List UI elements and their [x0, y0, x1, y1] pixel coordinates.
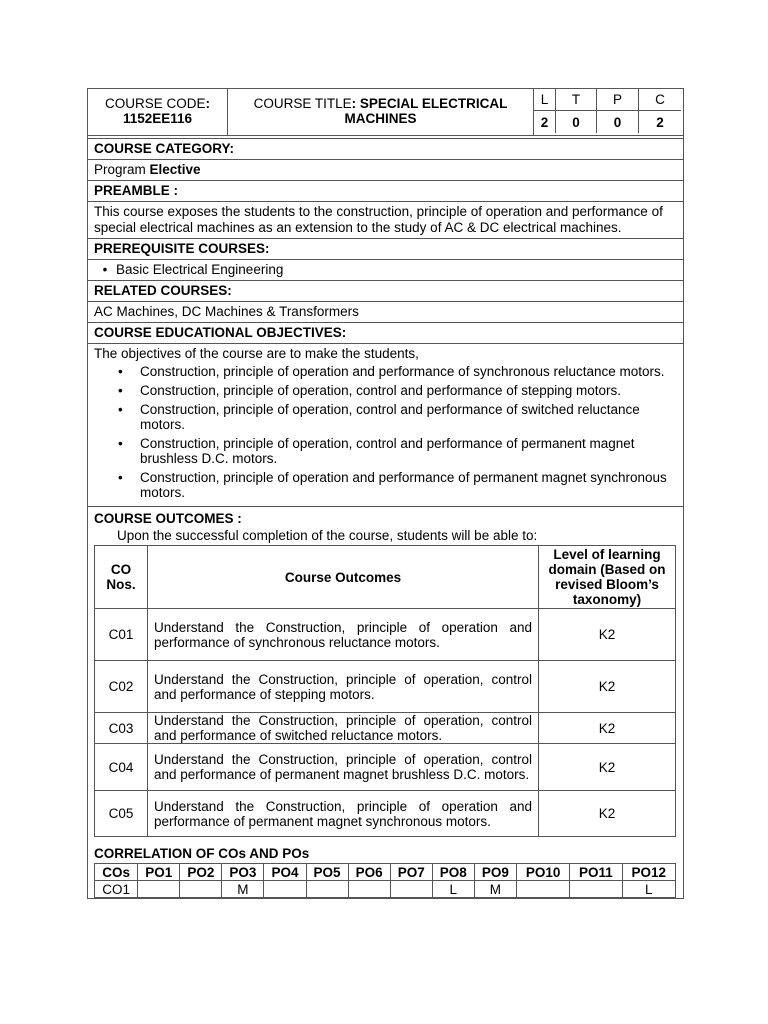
outcomes-table	[94, 545, 676, 837]
prerequisite-heading: PREREQUISITE COURSES:	[88, 239, 683, 260]
course-code-label: COURSE CODE	[104, 96, 206, 111]
ltpc-value-p: 0	[597, 111, 639, 133]
ltpc-value-t: 0	[556, 111, 597, 133]
objectives-heading: COURSE EDUCATIONAL OBJECTIVES:	[88, 323, 683, 344]
po-cell	[390, 881, 432, 898]
course-code-value: 1152EE116	[122, 111, 193, 126]
course-document	[87, 88, 684, 899]
table-row	[95, 713, 676, 744]
co-text: Understand the Construction, principle of operation, control and performance of permanent magnet brushless D.C. motors.	[148, 744, 539, 791]
po-col-header: PO2	[180, 864, 222, 881]
correlation-header-row	[95, 864, 676, 881]
outcomes-header-row	[95, 546, 676, 609]
preamble-heading: PREAMBLE :	[88, 181, 683, 202]
course-title-label: COURSE TITLE	[253, 96, 352, 111]
col-course-outcomes: Course Outcomes	[148, 546, 539, 609]
ltpc-label-p: P	[597, 89, 639, 111]
co-level: K2	[539, 713, 676, 744]
prerequisite-bullet: •	[102, 262, 108, 277]
co-text: Understand the Construction, principle of operation, control and performance of switched reluctance motors.	[148, 713, 539, 744]
objective-item: • Construction, principle of operation and performance of permanent magnet synchronous motors.	[140, 470, 677, 500]
objectives-intro: The objectives of the course are to make the students,	[94, 346, 419, 361]
po-col-header: PO1	[138, 864, 180, 881]
po-cell: L	[622, 881, 675, 898]
objectives-block	[88, 344, 683, 507]
co-level: K2	[539, 791, 676, 837]
preamble-text: This course exposes the students to the construction, principle of operation and performance of special electrical machines as an extension to the study of AC & DC electrical machines.	[88, 202, 683, 239]
co-number: C03	[95, 713, 148, 744]
po-col-header: PO5	[306, 864, 348, 881]
po-col-header: COs	[95, 864, 138, 881]
po-cell: M	[474, 881, 516, 898]
po-col-header: PO10	[516, 864, 569, 881]
co-text: Understand the Construction, principle of operation and performance of permanent magnet synchronous motors.	[148, 791, 539, 837]
course-title-value: : SPECIAL ELECTRICAL	[351, 96, 508, 111]
objectives-list	[94, 364, 677, 500]
po-col-header: PO9	[474, 864, 516, 881]
course-title-value-2: MACHINES	[344, 111, 417, 126]
po-cell	[516, 881, 569, 898]
objective-item: • Construction, principle of operation and performance of synchronous reluctance motors.	[140, 364, 677, 379]
category-row	[88, 160, 683, 181]
co-number: C02	[95, 661, 148, 713]
table-row	[95, 609, 676, 661]
ltpc-label-c: C	[639, 89, 681, 111]
po-cell: CO1	[95, 881, 138, 898]
category-heading: COURSE CATEGORY:	[88, 138, 683, 160]
po-cell	[180, 881, 222, 898]
co-text: Understand the Construction, principle of operation and performance of synchronous reluctance motors.	[148, 609, 539, 661]
prerequisite-item	[88, 260, 683, 281]
outcomes-heading: COURSE OUTCOMES :	[94, 511, 242, 526]
related-text: AC Machines, DC Machines & Transformers	[88, 302, 683, 323]
table-row	[95, 791, 676, 837]
objective-item: • Construction, principle of operation, control and performance of permanent magnet brushless D.C. motors.	[140, 436, 677, 466]
co-level: K2	[539, 744, 676, 791]
co-level: K2	[539, 609, 676, 661]
co-text: Understand the Construction, principle of operation, control and performance of stepping motors.	[148, 661, 539, 713]
po-cell	[138, 881, 180, 898]
outcomes-block	[88, 507, 683, 841]
category-prefix: Program	[94, 162, 150, 177]
po-cell: M	[222, 881, 264, 898]
table-row	[95, 881, 676, 898]
po-col-header: PO11	[570, 864, 622, 881]
course-title-cell	[228, 89, 534, 135]
objective-item: • Construction, principle of operation, control and performance of stepping motors.	[140, 383, 677, 398]
correlation-table	[94, 863, 676, 898]
po-col-header: PO4	[264, 864, 306, 881]
po-col-header: PO12	[622, 864, 675, 881]
po-col-header: PO7	[390, 864, 432, 881]
po-col-header: PO8	[432, 864, 474, 881]
outcomes-intro: Upon the successful completion of the course, students will be able to:	[117, 528, 538, 543]
course-header	[88, 88, 683, 136]
objective-item: • Construction, principle of operation, control and performance of switched reluctance motors.	[140, 402, 677, 432]
course-code-colon: :	[205, 96, 210, 111]
po-col-header: PO6	[348, 864, 390, 881]
po-cell	[264, 881, 306, 898]
ltpc-grid	[534, 89, 681, 135]
ltpc-label-t: T	[556, 89, 597, 111]
related-heading: RELATED COURSES:	[88, 281, 683, 302]
ltpc-value-c: 2	[656, 114, 664, 130]
correlation-block	[88, 841, 683, 899]
po-cell	[570, 881, 622, 898]
po-cell	[348, 881, 390, 898]
co-number: C05	[95, 791, 148, 837]
po-col-header: PO3	[222, 864, 264, 881]
po-cell: L	[432, 881, 474, 898]
table-row	[95, 744, 676, 791]
table-row	[95, 661, 676, 713]
co-level: K2	[539, 661, 676, 713]
po-cell	[306, 881, 348, 898]
co-number: C04	[95, 744, 148, 791]
col-level: Level of learning domain (Based on revised Bloom’s taxonomy)	[539, 546, 676, 609]
ltpc-value-l: 2	[534, 111, 556, 133]
ltpc-label-l: L	[534, 89, 556, 111]
prerequisite-item-text: Basic Electrical Engineering	[116, 262, 284, 277]
category-value: Elective	[149, 162, 201, 177]
correlation-heading: CORRELATION OF COs AND POs	[94, 846, 310, 861]
co-number: C01	[95, 609, 148, 661]
course-code-cell	[88, 89, 228, 135]
col-co-nos: CO Nos.	[95, 546, 148, 609]
